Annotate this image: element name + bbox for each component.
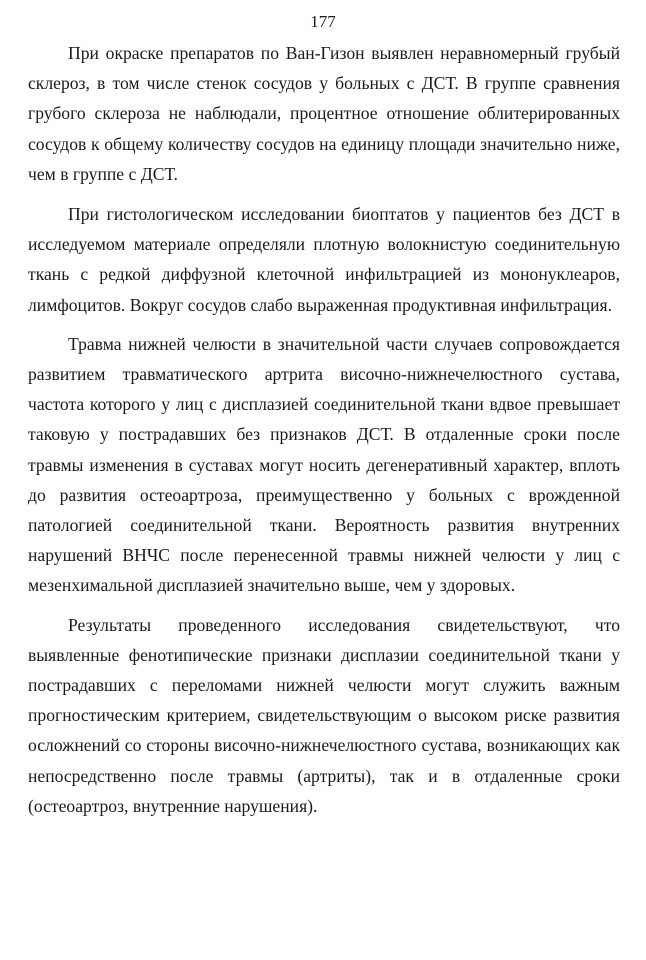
body-text — [28, 38, 620, 821]
paragraph-study-results: Результаты проведенного исследования свидетельствуют, что выявленные фенотипические признаки дисплазии соединительной ткани у пострадавших с переломами нижней челюсти могут служить важным прогностическим критерием, свидетельствующим о высоком риске развития осложнений со стороны височно-нижнечелюстного сустава, возникающих как непосредственно после травмы (артриты), так и в отдаленные сроки (остеоартроз, внутренние нарушения). — [28, 614, 620, 816]
paragraph-van-gieson-staining: При окраске препаратов по Ван-Гизон выявлен неравномерный грубый склероз, в том числе стенок сосудов у больных с ДСТ. В группе сравнения грубого склероза не наблюдали, процентное отношение облитерированных сосудов к общему количеству сосудов на единицу площади значительно ниже, чем в группе с ДСТ. — [28, 43, 620, 184]
paragraph-mandible-trauma: Травма нижней челюсти в значительной части случаев сопровождается развитием травматического артрита височно-нижнечелюстного сустава, частота которого у лиц с дисплазией соединительной ткани вдвое превышает таковую у пострадавших без признаков ДСТ. В отдаленные сроки после травмы изменения в суставах могут носить дегенеративный характер, вплоть до развития остеоартроза, преимущественно у больных с врожденной патологией соединительной ткани. Вероятность развития внутренних нарушений ВНЧС после перенесенной травмы нижней челюсти у лиц с мезенхимальной дисплазией значительно выше, чем у здоровых. — [28, 333, 620, 596]
page-number: 177 — [310, 12, 336, 31]
paragraph-histology-findings: При гистологическом исследовании биоптатов у пациентов без ДСТ в исследуемом материале определяли плотную волокнистую соединительную ткань с редкой диффузной клеточной инфильтрацией из мононуклеаров, лимфоцитов. Вокруг сосудов слабо выраженная продуктивная инфильтрация. — [28, 204, 620, 315]
